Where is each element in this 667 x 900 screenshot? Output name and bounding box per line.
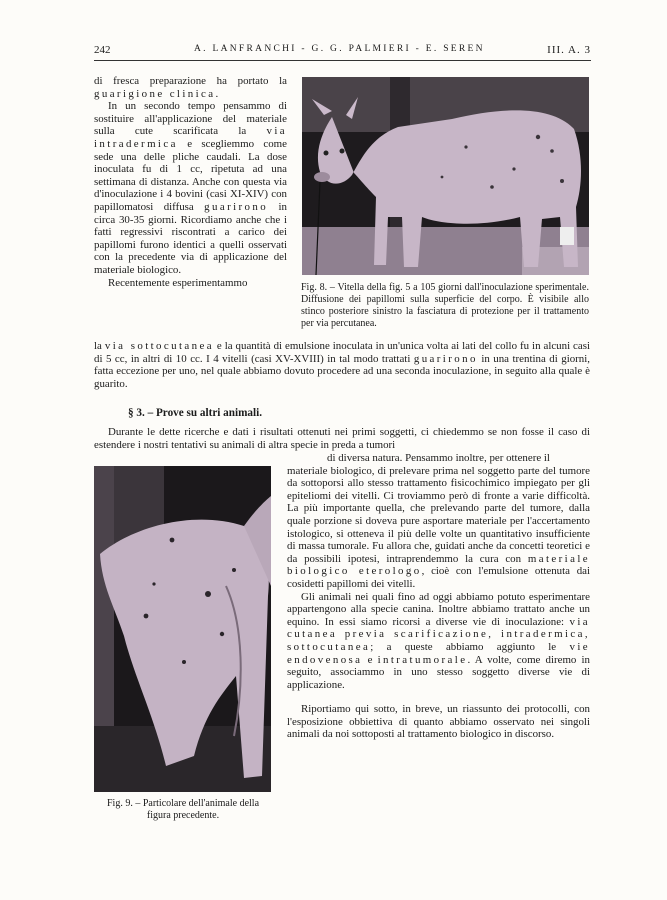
left-column-text bbox=[94, 75, 287, 289]
paragraph bbox=[287, 703, 590, 741]
text-run: e scegliemmo come sede una delle pliche caudali. La dose inoculata fu di 1 cc, ripetuta ad una settimana di distanza. Anche con questa via d'inoculazione i 4 bovini (casi XI-XIV) con papillomatosi diffusa bbox=[94, 137, 287, 213]
text-run: . A volte, come diremo in seguito, associammo in uno stesso soggetto diverse vie di applicazione. bbox=[287, 653, 591, 691]
full-width-paragraph-1 bbox=[94, 340, 590, 390]
text-run: Gli animali nei quali fino ad oggi abbiamo potuto esperimentare appartengono alla specie canina. Inoltre abbiamo trattato anche un equino. In essi siamo ricorsi a diverse vie di inoculazione: bbox=[287, 590, 590, 628]
section-label: III. A. 3 bbox=[547, 44, 591, 56]
paragraph bbox=[94, 277, 287, 290]
spaced-emphasis-text: via intradermica bbox=[94, 125, 287, 150]
page-header bbox=[94, 44, 591, 61]
spaced-emphasis-text: via cutanea previa scarificazione, intradermica, sottocutanea bbox=[287, 615, 590, 653]
paragraph bbox=[94, 100, 287, 276]
paragraph bbox=[287, 452, 590, 465]
page-number: 242 bbox=[94, 44, 111, 56]
text-run: in circa 30-35 giorni. Ricordiamo anche che i fatti regressivi riscontrati a carico dei papillomi furono identici a quelli osservati con la precedente via di applicazione del materiale biologico. bbox=[94, 200, 287, 276]
text-run: In un secondo tempo pensammo di sostituire all'applicazione del materiale sulla cute scarificata la bbox=[94, 100, 287, 138]
spaced-emphasis-text: vie endovenosa bbox=[287, 640, 590, 666]
full-width-paragraph-2: Durante le dette ricerche e dati i risultati ottenuti nei primi soggetti, ci chiedemmo se non fosse il caso di estendere i nostri tentativi su animali di altra specie in preda a tumori bbox=[94, 426, 590, 451]
text-run: di diversa natura. Pensammo inoltre, per ottenere il bbox=[327, 452, 550, 464]
text-run: Recentemente esperimentammo bbox=[108, 276, 248, 289]
running-authors: A. LANFRANCHI - G. G. PALMIERI - E. SEREN bbox=[194, 44, 485, 54]
spaced-emphasis-text: via sottocutanea bbox=[104, 340, 214, 352]
spaced-emphasis-text: guarigione clinica bbox=[94, 87, 216, 100]
text-run: di fresca preparazione ha portato la bbox=[94, 75, 287, 87]
figure-9-photo bbox=[94, 466, 271, 792]
calf-full-body-image bbox=[302, 77, 589, 275]
calf-detail-image bbox=[94, 466, 271, 792]
figure-9-caption: Fig. 9. – Particolare dell'animale della figura precedente. bbox=[106, 798, 260, 821]
spaced-emphasis-text: guarirono bbox=[413, 352, 478, 365]
text-run: in una trentina di giorni, fatta eccezione per uno, nel quale abbiamo dovuto procedere ad una seconda inoculazione, in seguito alla quale è guarito. bbox=[94, 352, 590, 390]
text-run: ; a queste abbiamo aggiunto le bbox=[370, 640, 570, 653]
text-run: Riportiamo qui sotto, in breve, un riassunto dei protocolli, con l'esposizione obbiettiva di quanto abbiamo osservato nei singoli animali da noi sottoposti al trattamento biologico in discorso. bbox=[287, 703, 590, 741]
text-run: , cioè con l'emulsione ottenuta dai cosidetti papillomi dei vitelli. bbox=[287, 565, 590, 590]
spaced-emphasis-text: intratumorale bbox=[377, 653, 468, 666]
text-run: . bbox=[215, 87, 219, 100]
right-column-text bbox=[287, 452, 590, 741]
figure-8-caption: Fig. 8. – Vitella della fig. 5 a 105 giorni dall'inoculazione sperimentale. Diffusione dei papillomi sulla superficie del corpo. È visibile allo stinco posteriore sinistro la fasciatura di protezione per il trattamento per via percutanea. bbox=[301, 282, 589, 329]
text-run: e la quantità di emulsione inoculata in un'unica volta ai lati del collo fu in alcuni casi di 5 cc, in altri di 10 cc. I 4 vitelli (casi XV-XVIII) in tal modo trattati bbox=[94, 340, 590, 365]
text-run: e bbox=[362, 653, 378, 666]
paragraph bbox=[287, 591, 590, 692]
paragraph bbox=[287, 465, 590, 591]
section-heading: § 3. – Prove su altri animali. bbox=[128, 407, 263, 419]
text-run: la bbox=[94, 340, 105, 352]
text-run: materiale biologico, di prelevare prima nel soggetto parte del tumore da sottoporsi allo stesso trattamento fisicochimico impiegato per gli epiteliomi dei vitelli. Ci troviammo però di fronte a varie difficoltà. La più importante quella, che prelevando parte del tumore, dalla quale porzione si doveva pure asportare materiale per l'accertamento istologico, si otteneva il più delle volte un quantitativo insufficiente di massa tumorale. Fu allora che, guidati anche da concetti teoretici e da possibili ipotesi, intraprendemmo la cura con bbox=[287, 464, 590, 565]
spaced-emphasis-text: guarirono bbox=[204, 200, 269, 213]
spaced-emphasis-text: materiale biologico eterologo bbox=[287, 552, 590, 578]
figure-8-photo bbox=[302, 77, 589, 275]
paragraph bbox=[94, 75, 287, 100]
